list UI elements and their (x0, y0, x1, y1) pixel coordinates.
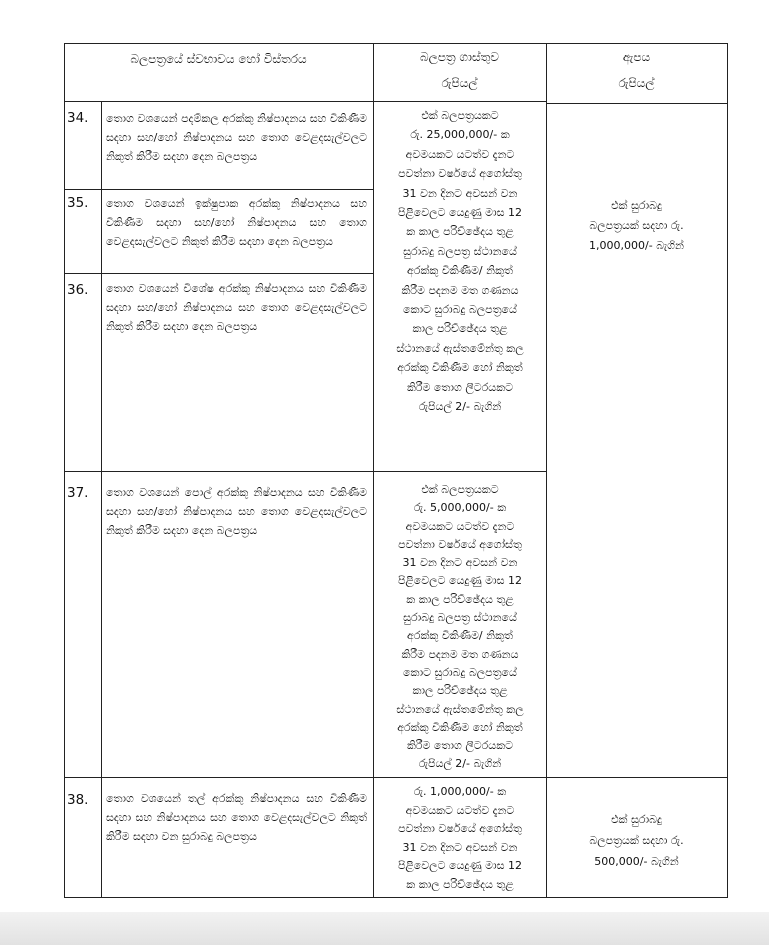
deposit-row-38: එක් සුරාබදු බලපත්‍රයක් සදහා රු. 500,000/- බැගින් (589, 813, 684, 868)
fee-row-37: එක් බලපත්‍රයකට රු. 5,000,000/- ක අවමයකට යටත්ව දැනට පවත්නා වර්ෂයේ අගෝස්තු 31 වන දිනට අවසන් වන පිළිවෙලට යෙදුණු මාස 12 ක කාල පරිච්ඡේදය තුළ සුරාබදු බලපත්‍ර ස්ථානයේ අරක්කු විකිණීම/ නිකුත් කිරීම පදනම මත ගණනය කොට සුරාබදු බලපත්‍රයේ කාල පරිච්ඡේදය තුළ ස්ථානයේ ඇස්තමේන්තු කල අරක්කු විකිණීම හෝ නිකුත් කිරීම තොග ලීටරයකට රුපියල් 2/- බැගින් (396, 483, 524, 771)
table-rule-row37-bottom (64, 777, 728, 778)
row-number-35: 35. (67, 195, 89, 211)
fee-row-38: රු. 1,000,000/- ක අවමයකට යටත්ව දැනට පවත්නා වර්ෂයේ අගෝස්තු 31 වන දිනට අවසන් වන පිළිවෙලට යෙදුණු මාස 12 ක කාල පරිච්ඡේදය තුළ (397, 785, 523, 891)
row-number-38: 38. (67, 792, 89, 808)
row-description-34: තොග වශයෙන් පදම්කල අරක්කු නිෂ්පාදනය සහ විකිණීම සදහා සහ/හෝ නිෂ්පාදනය සහ තොග වෙළදසැල්වලට නිකුත් කිරීම සදහා දෙන බලපත්‍රය (106, 112, 367, 163)
header-description: බලපත්‍රයේ ස්වභාවය හෝ විස්තරය (130, 52, 307, 66)
header-license-fee: බලපත්‍ර ගාස්තුව රුපියල් (420, 50, 499, 90)
table-rule-row36-bottom (64, 471, 546, 472)
header-deposit: ඇපය රුපියල් (618, 50, 655, 90)
row-description-36: තොග වශයෙන් විශේෂ අරක්කු නිෂ්පාදනය සහ විකිණීම සදහා සහ/හෝ නිෂ්පාදනය සහ තොග වෙළදසැල්වලට නිකුත් කිරීම සදහා දෙන බලපත්‍රය (106, 282, 367, 333)
table-rule-header-bottom-deposit (546, 103, 728, 104)
table-rule-left (64, 43, 65, 898)
table-rule-row35-bottom (64, 273, 373, 274)
table-rule-right (727, 43, 728, 898)
table-rule-number-column (101, 101, 102, 898)
deposit-rows-34-37: එක් සුරාබදු බලපත්‍රයක් සදහා රු. 1,000,000/- බැගින් (589, 199, 684, 252)
table-rule-fee-column (373, 43, 374, 898)
table-rule-bottom (64, 897, 728, 898)
table-rule-row34-bottom (64, 189, 373, 190)
table-rule-header-bottom (64, 101, 546, 102)
fee-rows-34-36: එක් බලපත්‍රයකට රු. 25,000,000/- ක අවමයකට යටත්ව දැනට පවත්නා වර්ෂයේ අගෝස්තු 31 වන දිනට අවසන් වන පිළිවෙලට යෙදුණු මාස 12 ක කාල පරිච්ඡේදය තුළ සුරාබදු බලපත්‍ර ස්ථානයේ අරක්කු විකිණීම/ නිකුත් කිරීම පදනම මත ගණනය කොට සුරාබදු බලපත්‍රයේ කාල පරිච්ඡේදය තුළ ස්ථානයේ ඇස්තමේන්තු කල අරක්කු විකිණීම හෝ නිකුත් කිරීම තොග ලීටරයකට රුපියල් 2/- බැගින් (396, 109, 524, 414)
row-description-38: තොග වශයෙන් තල් අරක්කු නිෂ්පාදනය සහ විකිණීම සදහා සහ නිෂ්පාදනය සහ තොග වෙළදසැල්වලට නිකුත් කිරීම සදහා වන සුරාබදු බලපත්‍රය (106, 792, 367, 843)
row-number-34: 34. (67, 110, 89, 126)
row-number-36: 36. (67, 282, 89, 298)
table-rule-deposit-column (546, 43, 547, 898)
row-description-37: තොග වශයෙන් පොල් අරක්කු නිෂ්පාදනය සහ විකිණීම සදහා සහ/හෝ නිෂ්පාදනය සහ තොග වෙළදසැල්වලට නිකුත් කිරීම සදහා දෙන බලපත්‍රය (106, 486, 367, 537)
row-description-35: තොග වශයෙන් ඉක්ෂුපාක අරක්කු නිෂ්පාදනය සහ විකිණීම සදහා සහ/හෝ නිෂ්පාදනය සහ තොග වෙළදසැල්වලට නිකුත් කිරීම සදහා දෙන බලපත්‍රය (106, 197, 367, 248)
row-number-37: 37. (67, 485, 89, 501)
